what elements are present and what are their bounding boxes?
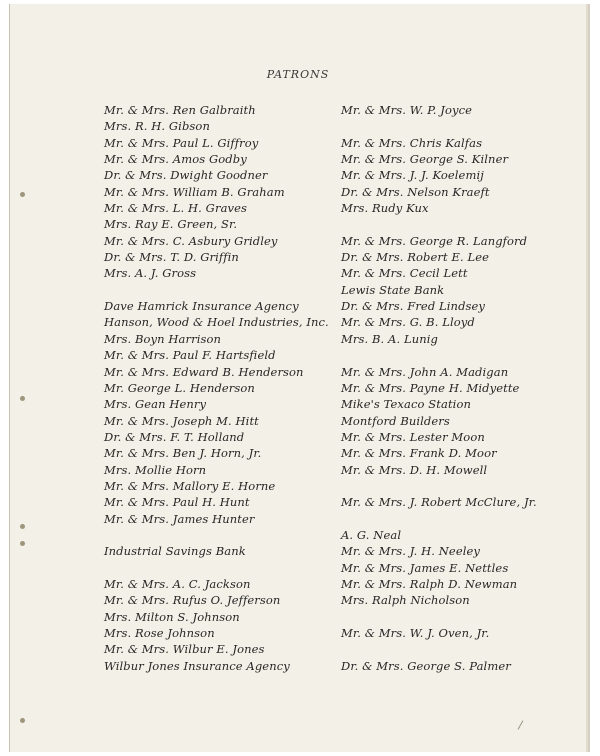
page-title: PATRONS bbox=[266, 68, 330, 81]
patron-entry: Mr. & Mrs. Chris Kalfas bbox=[341, 135, 483, 150]
blank-line bbox=[341, 347, 581, 363]
patron-entry: Mr. & Mrs. Frank D. Moor bbox=[341, 446, 497, 461]
patron-entry: Mr. & Mrs. George R. Langford bbox=[341, 233, 528, 248]
patron-entry: Mrs. B. A. Lunig bbox=[341, 331, 438, 346]
patron-entry: Mr. & Mrs. A. C. Jackson bbox=[104, 576, 251, 591]
patron-entry: Mrs. Milton S. Johnson bbox=[104, 609, 240, 624]
patron-entry: Mrs. Rose Johnson bbox=[104, 626, 215, 640]
blank-line bbox=[341, 609, 581, 625]
patron-entry: Hanson, Wood & Hoel Industries, Inc. bbox=[104, 315, 329, 330]
patron-list-right bbox=[341, 102, 581, 674]
patron-entry: Lewis State Bank bbox=[341, 282, 445, 297]
binding-hole bbox=[20, 524, 25, 529]
patron-entry: Mr. & Mrs. Paul H. Hunt bbox=[104, 495, 250, 510]
patron-entry: Dr. & Mrs. F. T. Holland bbox=[104, 429, 245, 444]
patron-entry: Mrs. A. J. Gross bbox=[104, 266, 197, 281]
patron-entry: Dr. & Mrs. George S. Palmer bbox=[341, 658, 511, 673]
patron-entry: Mr. & Mrs. Ren Galbraith bbox=[104, 103, 256, 117]
patron-entry: Mr. & Mrs. Amos Godby bbox=[104, 152, 247, 167]
patron-entry: Mr. & Mrs. G. B. Lloyd bbox=[341, 315, 475, 330]
binding-hole bbox=[20, 718, 25, 723]
patron-entry: Mr. & Mrs. Ben J. Horn, Jr. bbox=[104, 446, 262, 461]
patron-entry: Mr. & Mrs. W. J. Oven, Jr. bbox=[341, 626, 490, 640]
patron-list-left bbox=[104, 102, 344, 674]
patron-entry: Mrs. Rudy Kux bbox=[341, 201, 429, 216]
patron-entry: Wilbur Jones Insurance Agency bbox=[104, 658, 290, 673]
patron-entry: Mrs. R. H. Gibson bbox=[104, 119, 210, 134]
patron-entry: Mr. & Mrs. J. J. Koelemij bbox=[341, 168, 484, 183]
patron-entry: Mr. & Mrs. J. Robert McClure, Jr. bbox=[341, 495, 537, 510]
binding-hole bbox=[20, 192, 25, 197]
patron-entry: Dave Hamrick Insurance Agency bbox=[104, 299, 299, 314]
patron-entry: Mr. & Mrs. Paul L. Giffroy bbox=[104, 135, 259, 150]
patron-entry: Mr. & Mrs. Mallory E. Horne bbox=[104, 478, 276, 493]
patron-entry: Mr. & Mrs. Ralph D. Newman bbox=[341, 576, 518, 591]
patron-entry: Mr. & Mrs. William B. Graham bbox=[104, 184, 285, 199]
patron-entry: Mr. & Mrs. Edward B. Henderson bbox=[104, 364, 304, 379]
patron-entry: Mr. & Mrs. James E. Nettles bbox=[341, 560, 509, 575]
patron-entry: Mr. & Mrs. Cecil Lett bbox=[341, 266, 468, 281]
patron-entry: Mr. & Mrs. Paul F. Hartsfield bbox=[104, 348, 276, 363]
blank-line bbox=[104, 282, 344, 298]
patron-entry: Mrs. Ray E. Green, Sr. bbox=[104, 217, 238, 232]
patron-entry: Industrial Savings Bank bbox=[104, 544, 246, 559]
patron-entry: Dr. & Mrs. T. D. Griffin bbox=[104, 250, 239, 265]
patron-entry: Mr. & Mrs. John A. Madigan bbox=[341, 364, 509, 379]
patron-entry: Mrs. Boyn Harrison bbox=[104, 331, 222, 346]
patron-entry: Mr. & Mrs. L. H. Graves bbox=[104, 201, 248, 216]
patron-entry: Mr. & Mrs. C. Asbury Gridley bbox=[104, 233, 278, 248]
patron-entry: Mr. & Mrs. James Hunter bbox=[104, 511, 255, 526]
blank-line bbox=[104, 527, 344, 543]
blank-line bbox=[341, 641, 581, 657]
patron-entry: Mr. & Mrs. W. P. Joyce bbox=[341, 103, 473, 117]
patron-entry: Mr. & Mrs. Lester Moon bbox=[341, 429, 485, 444]
patron-entry: Mrs. Ralph Nicholson bbox=[341, 593, 470, 608]
patron-entry: Mr. & Mrs. Rufus O. Jefferson bbox=[104, 593, 281, 608]
patron-entry: Montford Builders bbox=[341, 413, 450, 428]
patron-entry: Dr. & Mrs. Dwight Goodner bbox=[104, 168, 268, 183]
patron-entry: Mike's Texaco Station bbox=[341, 397, 471, 412]
patron-entry: Mr. & Mrs. Payne H. Midyette bbox=[341, 380, 520, 395]
blank-line bbox=[341, 511, 581, 527]
patron-entry: Mr. George L. Henderson bbox=[104, 380, 255, 395]
blank-line bbox=[341, 216, 581, 232]
binding-hole bbox=[20, 541, 25, 546]
patron-entry: Mrs. Mollie Horn bbox=[104, 462, 207, 477]
blank-line bbox=[341, 118, 581, 134]
patron-entry: Mr. & Mrs. J. H. Neeley bbox=[341, 544, 481, 559]
patron-entry: A. G. Neal bbox=[341, 527, 402, 542]
patron-entry: Mr. & Mrs. George S. Kilner bbox=[341, 152, 509, 167]
blank-line bbox=[341, 478, 581, 494]
binding-hole bbox=[20, 396, 25, 401]
patron-entry: Dr. & Mrs. Nelson Kraeft bbox=[341, 184, 490, 199]
patron-entry: Dr. & Mrs. Robert E. Lee bbox=[341, 250, 490, 265]
patron-entry: Mr. & Mrs. Wilbur E. Jones bbox=[104, 642, 265, 657]
document-page bbox=[9, 4, 586, 752]
patron-entry: Mr. & Mrs. Joseph M. Hitt bbox=[104, 413, 259, 428]
patron-entry: Dr. & Mrs. Fred Lindsey bbox=[341, 299, 486, 314]
patron-entry: Mr. & Mrs. D. H. Mowell bbox=[341, 462, 488, 477]
patron-entry: Mrs. Gean Henry bbox=[104, 397, 207, 412]
pencil-mark bbox=[518, 720, 524, 729]
blank-line bbox=[104, 560, 344, 576]
